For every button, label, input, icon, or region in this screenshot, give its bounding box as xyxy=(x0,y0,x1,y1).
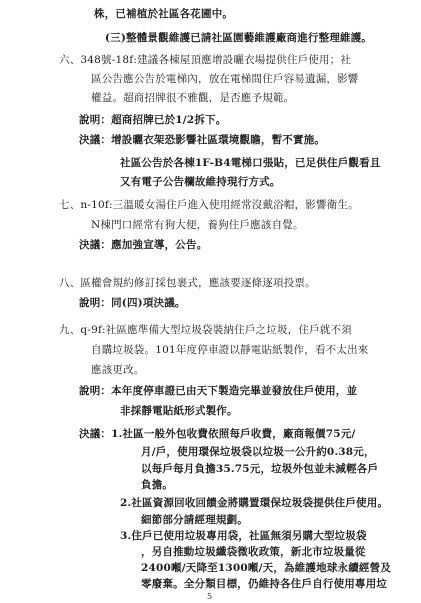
text-line: 說明：超商招牌已於1/2拆下。 xyxy=(79,114,227,126)
text-line: 說明：同(四)項決議。 xyxy=(79,297,186,309)
text-line: 七、n-10f:三溫暖女湯住戶進入使用經常沒戴浴帽，影響衛生。 xyxy=(59,199,359,211)
text-line: 社區公告於各棟1F-B4電梯口張貼，已足供住戶觀看且 xyxy=(120,157,381,169)
text-line: 2400噸/天降至1300噸/天，為維護地球永續經營及 xyxy=(141,561,392,574)
text-line: 細節部分請經理規劃。 xyxy=(141,514,248,527)
text-line: 以每戶每月負擔35.75元，垃圾外包並未減輕各戶 xyxy=(141,463,379,476)
text-line: 非採靜電貼紙形式製作。 xyxy=(120,405,238,417)
text-line: 又有電子公告欄故維持現行方式。 xyxy=(120,176,281,188)
text-line: 區公告應公告於電梯內，放在電梯間住戶容易遺漏，影響 xyxy=(91,73,359,85)
text-line: 說明：本年度停車證已由天下製造完畢並發放住戶使用，並 xyxy=(79,385,358,397)
text-line: ，另自推動垃圾纖袋微收政策，新北市垃圾量從 xyxy=(141,546,366,559)
text-line: 負擔。 xyxy=(141,479,174,492)
text-line: 六、348號-18f:建議各棟屋頂應增設曬衣場提供住戶使用；社 xyxy=(59,54,352,66)
text-line: 3.住戶已使用垃圾專用袋，社區無須另購大型垃圾袋 xyxy=(120,529,367,542)
text-line: 零廢棄。全分類目標，仍維持各住戶自行使用專用垃 xyxy=(141,578,388,590)
text-line: 株，已補植於社區各花圃中。 xyxy=(94,8,234,20)
text-line: 月/戶，使用環保垃圾袋以垃圾一公升約0.38元， xyxy=(141,445,375,458)
text-line: 決議：應加強宣導，公告。 xyxy=(79,239,208,251)
text-line: 決議：1.社區一般外包收費依照每戶收費，廠商報價75元/ xyxy=(79,428,356,440)
text-line: 決議：增設曬衣架恐影響社區環境觀瞻，暫不實施。 xyxy=(79,134,326,146)
text-line: 權益。超商招牌很不雅觀，是否應予規範。 xyxy=(91,92,295,104)
text-line: (三)整體景觀維護已請社區園藝維護廠商進行整理維護。 xyxy=(105,32,373,44)
text-line: 八、區權會規約修訂採包裹式，應該要逐條逐項投票。 xyxy=(59,277,316,289)
page-number: 5 xyxy=(207,592,213,601)
text-line: 自購垃圾袋。101年度停車證以靜電貼紙製作，看不太出來 xyxy=(91,344,369,356)
text-line: 應該更改。 xyxy=(91,364,145,376)
text-line: N棟門口經常有狗大便，養狗住戶應該自覺。 xyxy=(91,219,304,231)
text-line: 2.社區資源回收回饋金將購置環保垃圾袋提供住戶使用。 xyxy=(120,497,389,510)
text-line: 九、q-9f:社區應準備大型垃圾袋裝納住戶之垃圾，住戶就不須 xyxy=(59,324,352,336)
